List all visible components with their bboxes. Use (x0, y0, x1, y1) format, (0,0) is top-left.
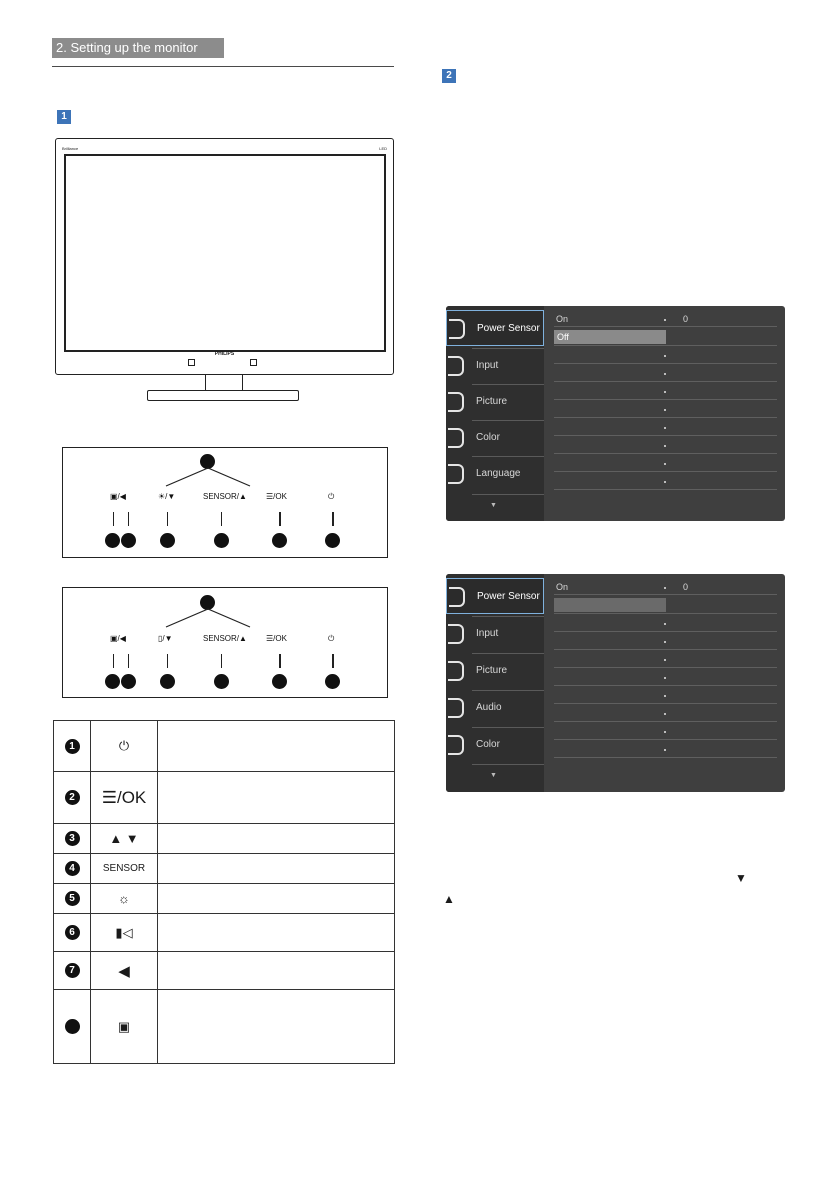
divider (554, 453, 777, 454)
control-label: SENSOR/▲ (203, 492, 247, 501)
power-sensor-icon (449, 319, 465, 339)
bullet (664, 319, 666, 321)
section-title: 2. Setting up the monitor (52, 38, 224, 58)
osd-main-menu (446, 306, 544, 521)
callout-dot (272, 674, 287, 689)
osd-menu-item[interactable]: Language (446, 456, 544, 492)
row-number: 1 (65, 739, 80, 754)
table-row (54, 772, 395, 824)
divider (472, 764, 544, 765)
option-off-highlight[interactable]: Off (554, 330, 666, 344)
divider (554, 381, 777, 382)
table-row (54, 952, 395, 990)
option-highlight[interactable] (554, 598, 666, 612)
divider (554, 757, 777, 758)
divider (554, 613, 777, 614)
divider (554, 345, 777, 346)
option-on[interactable]: On (556, 582, 569, 592)
osd-menu-item[interactable]: Input (446, 616, 544, 652)
callout-dot (160, 674, 175, 689)
bullet (664, 427, 666, 429)
divider (554, 363, 777, 364)
divider (554, 326, 777, 327)
osd-submenu (546, 306, 785, 521)
callout-dot (325, 674, 340, 689)
callout-line (128, 654, 129, 668)
control-label: ⏻ (328, 634, 335, 643)
row-number: 5 (65, 891, 80, 906)
input-icon (448, 356, 464, 376)
figure-badge-2: 2 (442, 69, 456, 83)
divider (554, 721, 777, 722)
bullet (664, 445, 666, 447)
speaker-icon: ▮◁ (115, 924, 133, 940)
table-row (54, 990, 395, 1064)
osd-menu-item[interactable]: Picture (446, 653, 544, 689)
bullet (664, 463, 666, 465)
bullet (664, 481, 666, 483)
scroll-down-icon[interactable]: ▼ (490, 772, 497, 779)
bullet (664, 355, 666, 357)
control-label: ⏻ (328, 492, 335, 501)
bullet (664, 749, 666, 751)
divider (554, 739, 777, 740)
control-label: ▣/◀ (110, 634, 126, 643)
row-number: 7 (65, 963, 80, 978)
picture-icon (448, 392, 464, 412)
control-label: ☀/▼ (158, 492, 176, 501)
power-icon: ⏻ (118, 738, 130, 753)
control-key-table (53, 720, 395, 1064)
osd-menu-item[interactable]: Power Sensor (446, 310, 544, 346)
row-number: 2 (65, 790, 80, 805)
callout-line (221, 654, 222, 668)
table-row (54, 914, 395, 952)
bullet (664, 641, 666, 643)
row-number: 6 (65, 925, 80, 940)
bullet (664, 409, 666, 411)
bullet (664, 623, 666, 625)
osd-submenu (546, 574, 785, 792)
callout-line (279, 654, 281, 668)
bullet (664, 731, 666, 733)
table-row (54, 824, 395, 854)
bullet (664, 373, 666, 375)
control-label: ☰/OK (266, 492, 287, 501)
osd-menu-item[interactable]: Color (446, 420, 544, 456)
table-row (54, 854, 395, 884)
divider (554, 489, 777, 490)
description-cell (158, 854, 395, 884)
bullet (664, 695, 666, 697)
table-row (54, 884, 395, 914)
description-cell (158, 952, 395, 990)
input-icon (448, 624, 464, 644)
row-number: 4 (65, 861, 80, 876)
control-label: SENSOR/▲ (203, 634, 247, 643)
osd-menu-item[interactable]: Picture (446, 384, 544, 420)
divider (554, 649, 777, 650)
figure-badge-1: 1 (57, 110, 71, 124)
divider (554, 667, 777, 668)
control-label: ☰/OK (266, 634, 287, 643)
up-arrow-icon: ▲ (443, 892, 455, 906)
monitor-model-label: Brilliance (62, 146, 79, 151)
table-row (54, 721, 395, 772)
osd-main-menu (446, 574, 544, 792)
language-icon (448, 464, 464, 484)
description-cell (158, 824, 395, 854)
color-icon (448, 428, 464, 448)
bullet (664, 713, 666, 715)
brightness-icon: ☼ (118, 891, 130, 906)
osd-menu-item[interactable]: Power Sensor (446, 578, 544, 614)
callout-dot (214, 674, 229, 689)
bullet (664, 391, 666, 393)
row-number (65, 1019, 80, 1034)
option-on[interactable]: On (556, 314, 569, 324)
callout-line (332, 654, 334, 668)
description-cell (158, 721, 395, 772)
smartimage-icon: ▣ (117, 1018, 131, 1034)
power-sensor-icon (449, 587, 465, 607)
bullet (664, 587, 666, 589)
back-arrow-icon: ◀ (118, 962, 130, 980)
description-cell (158, 772, 395, 824)
control-label: ▯/▼ (158, 634, 173, 643)
divider (554, 435, 777, 436)
bullet (664, 659, 666, 661)
osd-menu-item[interactable]: Audio (446, 690, 544, 726)
divider (472, 494, 544, 495)
description-cell (158, 884, 395, 914)
divider (554, 471, 777, 472)
up-down-arrows-icon: ▲ ▼ (109, 831, 139, 846)
divider (554, 594, 777, 595)
description-cell (158, 914, 395, 952)
sensor-icon: SENSOR (102, 863, 146, 874)
color-icon (448, 735, 464, 755)
bullet (664, 677, 666, 679)
divider (554, 703, 777, 704)
divider (554, 631, 777, 632)
osd-menu-screenshot (446, 574, 785, 792)
audio-icon (448, 698, 464, 718)
monitor-brand-logo: PHILIPS (214, 351, 235, 357)
option-value: 0 (683, 582, 689, 592)
picture-icon (448, 661, 464, 681)
callout-line (113, 654, 114, 668)
osd-menu-item[interactable]: Input (446, 348, 544, 384)
callout-dot (121, 674, 136, 689)
callout-line (167, 654, 168, 668)
row-number: 3 (65, 831, 80, 846)
osd-menu-item[interactable]: Color (446, 727, 544, 763)
divider (554, 685, 777, 686)
description-cell (158, 990, 395, 1064)
down-arrow-icon: ▼ (735, 871, 747, 885)
osd-menu-screenshot (446, 306, 785, 521)
divider (554, 417, 777, 418)
monitor-led-label: LED (379, 146, 387, 151)
scroll-down-icon[interactable]: ▼ (490, 502, 497, 509)
control-label: ▣/◀ (110, 492, 126, 501)
menu-ok-icon: ☰/OK (101, 787, 147, 807)
divider (554, 399, 777, 400)
option-value: 0 (683, 314, 689, 324)
callout-dot (105, 674, 120, 689)
